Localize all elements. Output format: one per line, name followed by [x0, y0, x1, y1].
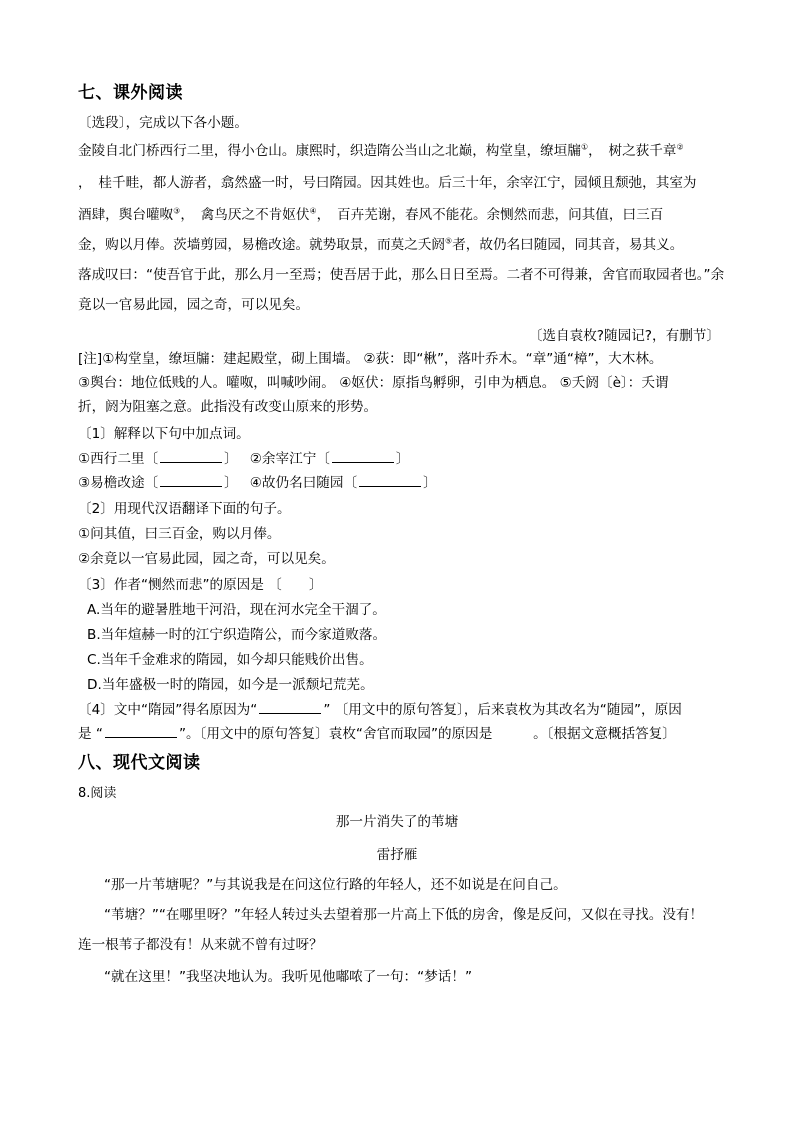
question-3: 〔3〕作者“恻然而悲”的原因是 〔 〕 — [78, 577, 323, 593]
question-1-row-2: ③易檐改途〔 〕 ④故仍名曰随园〔 〕 — [78, 475, 437, 491]
answer-blank-4b — [105, 725, 177, 738]
answer-blank-1a — [160, 450, 222, 463]
article-paragraph-1: “那一片苇塘呢？”与其说我是在问这位行路的年轻人，还不如说是在问自己。 — [104, 877, 567, 893]
question-2-item-1: ①问其值，曰三百金，购以月俸。 — [78, 526, 281, 542]
question-4-line-2: 是 “ ”。〔用文中的原句答复〕袁枚“舍官而取园”的原因是 。〔根据文意概括答复〕 — [78, 726, 676, 742]
answer-blank-1b — [332, 450, 394, 463]
question-1: 〔1〕解释以下句中加点词。 — [78, 426, 250, 442]
footnote-ref-5: ⑤ — [445, 236, 453, 246]
note-line-1: [注]①构堂皇，缭垣牖：建起殿堂，砌上围墙。 ②荻：即“楸”，落叶乔木。“章”通“樟”，大木林。 — [78, 351, 663, 367]
question-3-option-b: B.当年煊赫一时的江宁织造隋公，而今家道败落。 — [87, 627, 387, 643]
footnote-ref-4: ④ — [309, 206, 317, 216]
question-3-option-c: C.当年千金难求的隋园，如今却只能贱价出售。 — [87, 652, 373, 668]
question-3-option-d: D.当年盛极一时的隋园，如今是一派颓圮荒芜。 — [87, 677, 374, 693]
passage-line-2: ， 桂千畦，都人游者，翕然盛一时，号曰隋园。因其姓也。后三十年，余宰江宁，园倾且颓弛，其室为 — [78, 175, 697, 191]
note-line-2: ③舆台：地位低贱的人。嚾呶，叫喊吵闹。 ④妪伏：原指鸟孵卵，引申为栖息。 ⑤夭阏〔è〕：夭谓 — [78, 375, 669, 391]
article-author: 雷抒雁 — [376, 847, 418, 863]
passage-line-4: 金，购以月俸。茨墙剪园，易檐改途。就势取景，而莫之夭阏⑤者，故仍名曰随园，同其音，易其义。 — [78, 236, 684, 253]
section-8-title: 八、现代文阅读 — [78, 753, 201, 773]
article-paragraph-2: “苇塘？”“在哪里呀？”年轻人转过头去望着那一片高上下低的房舍，像是反问，又似在寻找。没有！ — [104, 907, 704, 923]
question-4-line-1: 〔4〕文中“隋园”得名原因为“ ” 〔用文中的原句答复〕，后来袁枚为其改名为“随园”，原因 — [78, 702, 682, 718]
question-1-row-1: ①西行二里〔 〕 ②余宰江宁〔 〕 — [78, 451, 410, 467]
passage-line-5: 落成叹曰：“使吾官于此，那么月一至焉；使吾居于此，那么日日至焉。二者不可得兼，舍官而取园者也。”余 — [78, 267, 725, 283]
note-line-3: 折，阏为阻塞之意。此指没有改变山原来的形势。 — [78, 399, 378, 415]
footnote-ref-3: ③ — [173, 206, 181, 216]
footnote-ref-1: ① — [580, 142, 589, 152]
question-2-item-2: ②余竟以一官易此园，园之奇，可以见矣。 — [78, 551, 335, 567]
question-2: 〔2〕用现代汉语翻译下面的句子。 — [78, 501, 291, 517]
question-3-option-a: A.当年的避暑胜地干河沿，现在河水完全干涸了。 — [87, 602, 386, 618]
passage-source: 〔选自袁枚?随园记?，有删节〕 — [528, 328, 720, 344]
passage-line-3: 酒肆，舆台嚾呶③， 禽鸟厌之不肯妪伏④， 百卉芜谢，春风不能花。余恻然而悲，问其值，曰三百 — [78, 206, 664, 223]
article-paragraph-3: “就在这里！”我坚决地认为。我听见他嘟哝了一句：“梦话！” — [104, 969, 473, 985]
article-paragraph-2-cont: 连一根苇子都没有！从来就不曾有过呀？ — [78, 937, 323, 953]
article-title: 那一片消失了的苇塘 — [335, 814, 459, 830]
reading-label: 8.阅读 — [78, 786, 117, 801]
answer-blank-4a — [259, 701, 321, 714]
passage-intro: 〔选段〕，完成以下各小题。 — [78, 115, 248, 131]
footnote-ref-2: ② — [676, 142, 684, 152]
answer-blank-1c — [160, 474, 222, 487]
answer-blank-1d — [359, 474, 421, 487]
passage-line-6: 竟以一官易此园，园之奇，可以见矣。 — [78, 297, 310, 313]
section-7-title: 七、课外阅读 — [78, 83, 183, 103]
passage-line-1: 金陵自北门桥西行二里，得小仓山。康熙时，织造隋公当山之北巅，构堂皇，缭垣牖①， 树之荻千章② — [78, 142, 684, 159]
